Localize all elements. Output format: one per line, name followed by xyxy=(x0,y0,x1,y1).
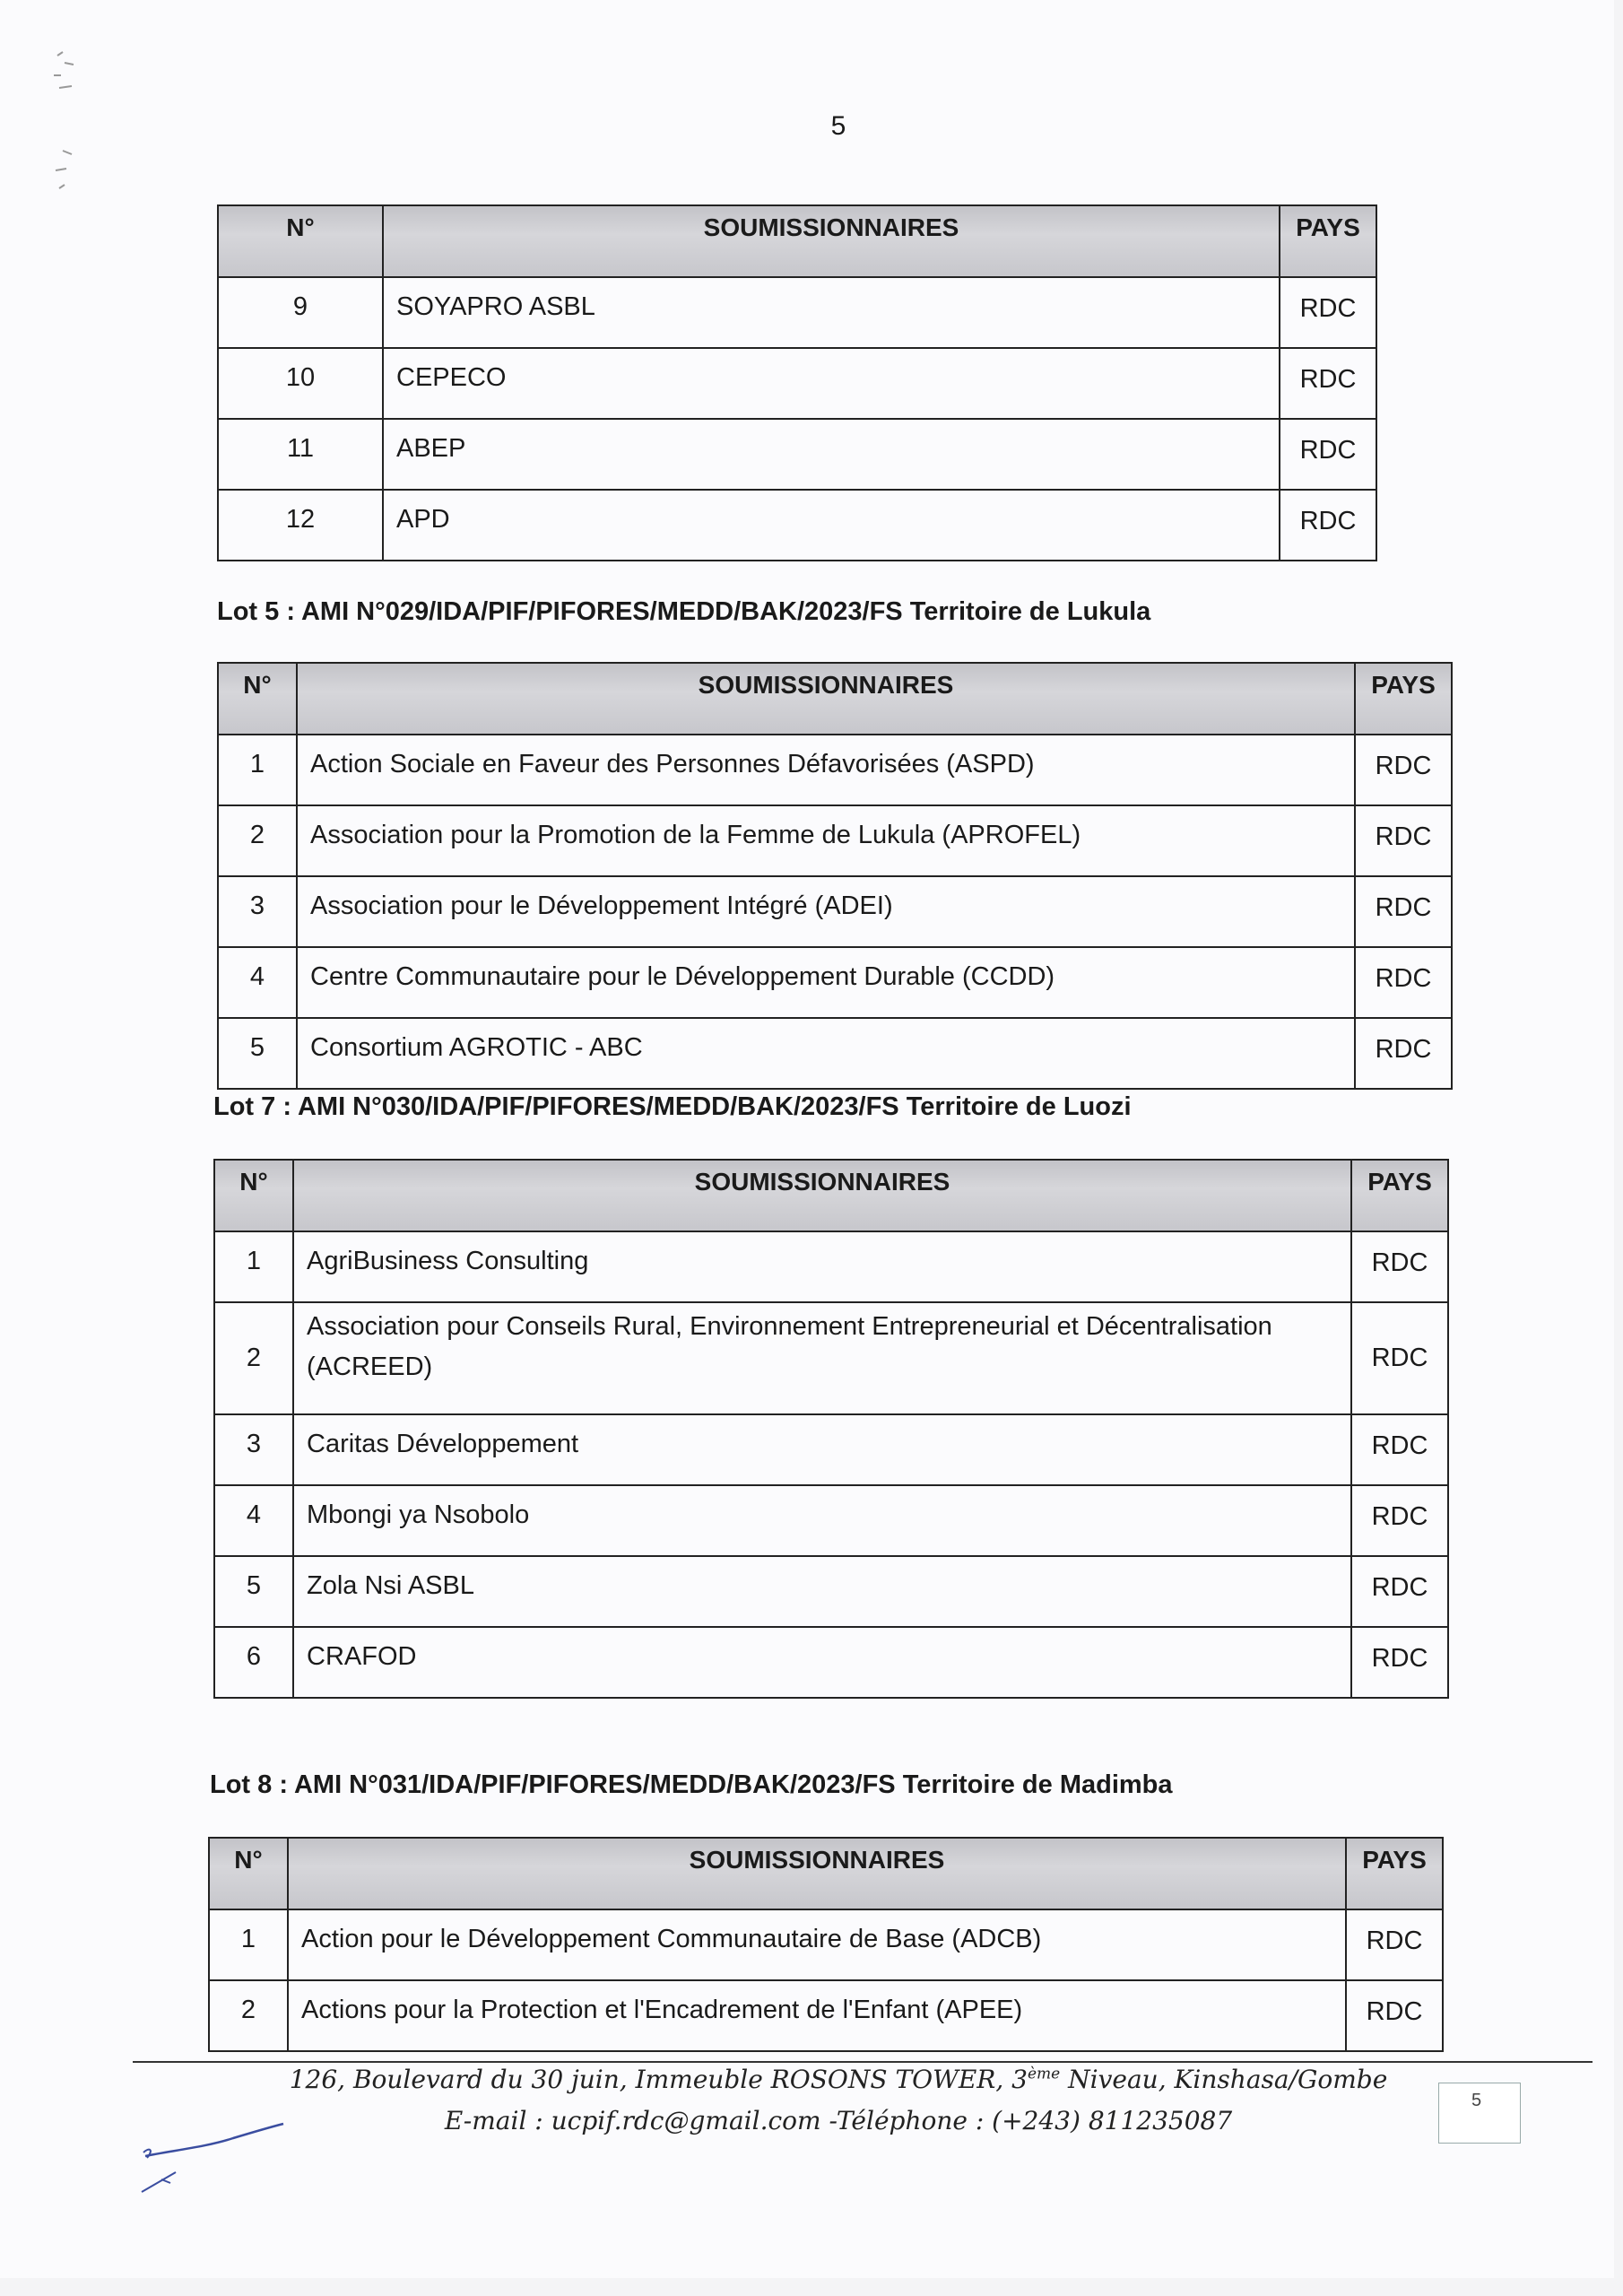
bidder-country: RDC xyxy=(1355,876,1452,947)
table-row xyxy=(218,805,1452,876)
table-row xyxy=(214,1556,1448,1627)
table-header-row xyxy=(209,1838,1443,1909)
table-row xyxy=(214,1485,1448,1556)
table-row xyxy=(214,1231,1448,1302)
bidder-country: RDC xyxy=(1351,1627,1448,1698)
column-header-no: N° xyxy=(214,1160,293,1231)
bidder-country: RDC xyxy=(1280,348,1376,419)
row-number: 12 xyxy=(218,490,383,561)
table-row xyxy=(218,490,1376,561)
column-header-country: PAYS xyxy=(1351,1160,1448,1231)
footer-address-part1: 126, Boulevard du 30 juin, Immeuble ROSONS TOWER, 3 xyxy=(289,2065,1028,2094)
table-row xyxy=(218,348,1376,419)
table-header-row xyxy=(218,663,1452,735)
row-number: 1 xyxy=(209,1909,288,1980)
row-number: 2 xyxy=(209,1980,288,2051)
table-row xyxy=(218,277,1376,348)
column-header-country: PAYS xyxy=(1280,205,1376,277)
footer-divider xyxy=(133,2061,1593,2063)
bidder-name: Consortium AGROTIC - ABC xyxy=(297,1018,1355,1089)
bidder-name: Action Sociale en Faveur des Personnes Défavorisées (ASPD) xyxy=(297,735,1355,805)
bidder-name: CRAFOD xyxy=(293,1627,1351,1698)
bidder-country: RDC xyxy=(1355,947,1452,1018)
column-header-bidders: SOUMISSIONNAIRES xyxy=(383,205,1280,277)
bidder-name: Zola Nsi ASBL xyxy=(293,1556,1351,1627)
page-stamp xyxy=(1438,2083,1521,2144)
bidder-name: Caritas Développement xyxy=(293,1414,1351,1485)
table-row xyxy=(214,1627,1448,1698)
column-header-no: N° xyxy=(218,663,297,735)
bidder-country: RDC xyxy=(1355,735,1452,805)
row-number: 6 xyxy=(214,1627,293,1698)
table-row xyxy=(214,1302,1448,1414)
row-number: 2 xyxy=(218,805,297,876)
row-number: 5 xyxy=(214,1556,293,1627)
bidder-name: AgriBusiness Consulting xyxy=(293,1231,1351,1302)
column-header-no: N° xyxy=(218,205,383,277)
bidder-name: APD xyxy=(383,490,1280,561)
table-header-row xyxy=(214,1160,1448,1231)
bidder-name: Association pour Conseils Rural, Environnement Entrepreneurial et Décentralisation (ACREED) xyxy=(293,1302,1351,1414)
row-number: 11 xyxy=(218,419,383,490)
page-number: 5 xyxy=(830,111,846,141)
signature-icon xyxy=(135,2117,296,2202)
bidder-country: RDC xyxy=(1280,490,1376,561)
table-row xyxy=(218,419,1376,490)
footer-address xyxy=(0,2065,1623,2094)
row-number: 10 xyxy=(218,348,383,419)
bidders-table-continued xyxy=(217,204,1377,561)
bidder-country: RDC xyxy=(1351,1231,1448,1302)
bidder-country: RDC xyxy=(1351,1302,1448,1414)
lot8-heading: Lot 8 : AMI N°031/IDA/PIF/PIFORES/MEDD/BAK/2023/FS Territoire de Madimba xyxy=(210,1770,1173,1799)
row-number: 3 xyxy=(214,1414,293,1485)
lot5-bidders-table xyxy=(217,662,1453,1090)
column-header-country: PAYS xyxy=(1355,663,1452,735)
bidder-country: RDC xyxy=(1355,805,1452,876)
row-number: 1 xyxy=(218,735,297,805)
bidder-name: ABEP xyxy=(383,419,1280,490)
table-header-row xyxy=(218,205,1376,277)
bidder-name: CEPECO xyxy=(383,348,1280,419)
row-number: 2 xyxy=(214,1302,293,1414)
column-header-no: N° xyxy=(209,1838,288,1909)
bidder-country: RDC xyxy=(1280,277,1376,348)
table-row xyxy=(218,876,1452,947)
lot8-bidders-table xyxy=(208,1837,1444,2052)
lot5-heading: Lot 5 : AMI N°029/IDA/PIF/PIFORES/MEDD/BAK/2023/FS Territoire de Lukula xyxy=(217,597,1151,626)
table-row xyxy=(209,1980,1443,2051)
row-number: 4 xyxy=(218,947,297,1018)
bidder-country: RDC xyxy=(1346,1909,1443,1980)
column-header-bidders: SOUMISSIONNAIRES xyxy=(293,1160,1351,1231)
table-row xyxy=(218,1018,1452,1089)
bidder-name: Actions pour la Protection et l'Encadrement de l'Enfant (APEE) xyxy=(288,1980,1346,2051)
row-number: 5 xyxy=(218,1018,297,1089)
bidder-name: SOYAPRO ASBL xyxy=(383,277,1280,348)
bidder-country: RDC xyxy=(1351,1414,1448,1485)
bidder-name: Association pour la Promotion de la Femme de Lukula (APROFEL) xyxy=(297,805,1355,876)
footer-contact: E-mail : ucpif.rdc@gmail.com -Téléphone : (+243) 811235087 xyxy=(444,2106,1233,2135)
table-row xyxy=(218,735,1452,805)
table-row xyxy=(214,1414,1448,1485)
lot7-bidders-table xyxy=(213,1159,1449,1699)
page-stamp-number: 5 xyxy=(1471,2091,1482,2110)
bidder-name: Action pour le Développement Communautaire de Base (ADCB) xyxy=(288,1909,1346,1980)
row-number: 9 xyxy=(218,277,383,348)
bidder-name: Association pour le Développement Intégré (ADEI) xyxy=(297,876,1355,947)
bidder-country: RDC xyxy=(1351,1485,1448,1556)
column-header-bidders: SOUMISSIONNAIRES xyxy=(288,1838,1346,1909)
lot7-heading: Lot 7 : AMI N°030/IDA/PIF/PIFORES/MEDD/BAK/2023/FS Territoire de Luozi xyxy=(213,1092,1132,1121)
footer-address-part2: Niveau, Kinshasa/Gombe xyxy=(1060,2065,1388,2094)
bidder-name: Centre Communautaire pour le Développement Durable (CCDD) xyxy=(297,947,1355,1018)
row-number: 3 xyxy=(218,876,297,947)
row-number: 4 xyxy=(214,1485,293,1556)
bidder-country: RDC xyxy=(1351,1556,1448,1627)
column-header-bidders: SOUMISSIONNAIRES xyxy=(297,663,1355,735)
footer-address-superscript: ème xyxy=(1027,2065,1061,2083)
bidder-name: Mbongi ya Nsobolo xyxy=(293,1485,1351,1556)
bidder-country: RDC xyxy=(1346,1980,1443,2051)
bidder-country: RDC xyxy=(1280,419,1376,490)
bidder-country: RDC xyxy=(1355,1018,1452,1089)
row-number: 1 xyxy=(214,1231,293,1302)
table-row xyxy=(218,947,1452,1018)
column-header-country: PAYS xyxy=(1346,1838,1443,1909)
table-row xyxy=(209,1909,1443,1980)
